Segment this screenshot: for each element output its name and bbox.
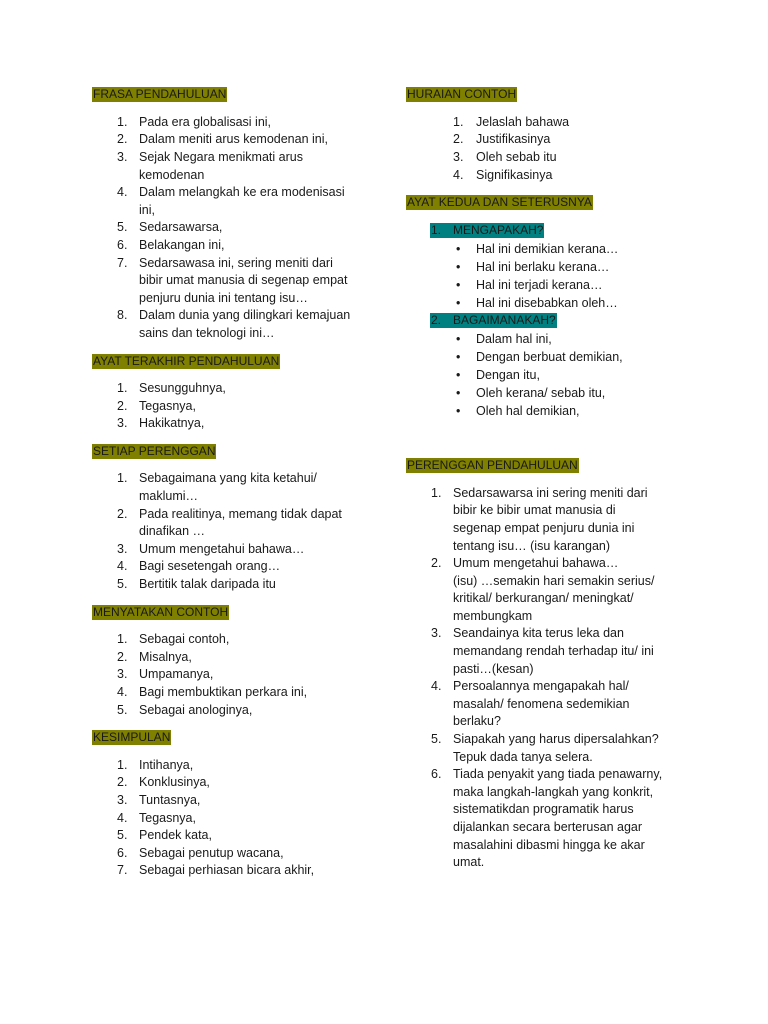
list-item-line	[92, 845, 392, 863]
list-item-line	[92, 774, 392, 792]
subsection-number: 1.	[431, 223, 442, 238]
list-item-line	[92, 219, 392, 237]
list-item-number: 3.	[117, 541, 128, 556]
list-item	[92, 827, 392, 845]
section-heading	[92, 353, 392, 371]
list-item-line	[406, 520, 736, 538]
list-item-text: Tepuk dada tanya selera.	[453, 749, 593, 764]
list-item-text: Belakangan ini,	[139, 237, 225, 252]
bullet-marker: •	[456, 403, 461, 418]
list-item	[92, 792, 392, 810]
right-column	[406, 86, 736, 882]
list-item-text: Umum mengetahui bahawa…	[453, 556, 619, 571]
list-item	[92, 862, 392, 880]
list-item-line	[92, 523, 392, 541]
section-heading-text: KESIMPULAN	[93, 730, 171, 745]
list-item	[92, 506, 392, 541]
list-item-number: 1.	[117, 471, 128, 486]
section-huraian-contoh	[406, 86, 736, 184]
list-item-text: Sesungguhnya,	[139, 381, 226, 396]
list-item-text: Seandainya kita terus leka dan	[453, 626, 624, 641]
bullet-marker: •	[456, 385, 461, 400]
list-item-number: 4.	[453, 167, 464, 182]
section-heading-text: AYAT KEDUA DAN SETERUSNYA	[407, 195, 592, 210]
list-item	[406, 555, 736, 625]
list-item-text: Dengan berbuat demikian,	[476, 349, 623, 364]
list-item-text: (isu) …semakin hari semakin serius/	[453, 573, 655, 588]
list-item-text: Hal ini terjadi kerana…	[476, 277, 603, 292]
list-item-text: Jelaslah bahawa	[476, 114, 570, 129]
list-item-line	[92, 398, 392, 416]
section-setiap-perenggan	[92, 443, 392, 594]
list-item-text: Dengan itu,	[476, 367, 540, 382]
list-item-text: segenap empat penjuru dunia ini	[453, 520, 635, 535]
list-item-number: 1.	[117, 114, 128, 129]
numbered-list	[92, 114, 392, 343]
list-item-number: 5.	[431, 732, 442, 747]
bullet-marker: •	[456, 295, 461, 310]
list-item-line	[406, 276, 736, 294]
bullet-item	[406, 366, 736, 384]
list-item-line	[406, 749, 736, 767]
list-item-text: Pendek kata,	[139, 828, 212, 843]
subsection-highlight	[430, 223, 544, 238]
list-item-text: berlaku?	[453, 714, 501, 729]
section-heading	[406, 457, 736, 475]
list-item	[406, 625, 736, 678]
list-item-text: Tuntasnya,	[139, 792, 201, 807]
list-item-line	[406, 819, 736, 837]
list-item-text: Tegasnya,	[139, 810, 196, 825]
list-item-text: Oleh kerana/ sebab itu,	[476, 385, 606, 400]
list-item-text: masalah/ fenomena sedemikian	[453, 696, 630, 711]
list-item-number: 2.	[117, 398, 128, 413]
list-item-line	[406, 538, 736, 556]
list-item-line	[406, 590, 736, 608]
list-item-text: maka langkah-langkah yang konkrit,	[453, 784, 654, 799]
list-item	[92, 684, 392, 702]
list-item-line	[92, 631, 392, 649]
bullet-item	[406, 348, 736, 366]
list-item	[92, 845, 392, 863]
list-item-text: Bagi sesetengah orang…	[139, 559, 281, 574]
list-item-text: Dalam meniti arus kemodenan ini,	[139, 132, 328, 147]
list-item-text: Bertitik talak daripada itu	[139, 577, 276, 592]
section-heading-text: AYAT TERAKHIR PENDAHULUAN	[93, 353, 280, 368]
list-item-line	[406, 402, 736, 420]
list-item-text: Hal ini disebabkan oleh…	[476, 295, 618, 310]
list-item-number: 2.	[453, 132, 464, 147]
section-perenggan-pendahuluan	[406, 457, 736, 872]
bullet-list	[406, 222, 736, 420]
list-item-text: dijalankan secara berterusan agar	[453, 820, 643, 835]
list-item	[406, 167, 736, 185]
section-heading-text: FRASA PENDAHULUAN	[93, 87, 227, 102]
list-item-text: Sebagai perhiasan bicara akhir,	[139, 863, 315, 878]
list-item-line	[92, 184, 392, 202]
list-item-text: Sebagai contoh,	[139, 632, 230, 647]
list-item-text: sistematikdan programatik harus	[453, 802, 634, 817]
list-item-line	[406, 366, 736, 384]
list-item-text: Oleh sebab itu	[476, 149, 557, 164]
list-item-text: Pada era globalisasi ini,	[139, 114, 272, 129]
list-item-line	[92, 290, 392, 308]
list-item-number: 1.	[431, 485, 442, 500]
list-item-line	[92, 488, 392, 506]
section-ayat-kedua-dan-seterusnya	[406, 194, 736, 420]
list-item-text: umat.	[453, 855, 485, 870]
list-item-line	[92, 541, 392, 559]
list-item	[92, 576, 392, 594]
list-item-number: 7.	[117, 255, 128, 270]
list-item-number: 5.	[117, 828, 128, 843]
bullet-item	[406, 258, 736, 276]
list-item-text: Konklusinya,	[139, 775, 210, 790]
list-item-line	[406, 555, 736, 573]
list-item-line	[406, 678, 736, 696]
list-item-line	[406, 485, 736, 503]
list-item	[406, 149, 736, 167]
list-item-line	[406, 766, 736, 784]
list-item	[92, 149, 392, 184]
list-item-line	[406, 608, 736, 626]
list-item-number: 1.	[117, 757, 128, 772]
section-heading-text: HURAIAN CONTOH	[407, 87, 517, 102]
list-item	[92, 757, 392, 775]
list-item	[92, 131, 392, 149]
list-item-line	[92, 862, 392, 880]
list-item-text: Oleh hal demikian,	[476, 403, 580, 418]
list-item-text: maklumi…	[139, 489, 199, 504]
list-item-text: membungkam	[453, 608, 533, 623]
list-item-line	[92, 380, 392, 398]
numbered-list	[406, 485, 736, 872]
list-item-text: Persoalannya mengapakah hal/	[453, 679, 629, 694]
list-item-line	[406, 258, 736, 276]
bullet-marker: •	[456, 349, 461, 364]
numbered-list	[92, 631, 392, 719]
list-item-number: 3.	[453, 149, 464, 164]
list-item-line	[406, 149, 736, 167]
bullet-item	[406, 276, 736, 294]
list-item-number: 3.	[117, 667, 128, 682]
list-item-line	[92, 649, 392, 667]
list-item-text: Bagi membuktikan perkara ini,	[139, 685, 308, 699]
list-item-line	[406, 784, 736, 802]
list-item-text: Signifikasinya	[476, 167, 553, 182]
list-item	[92, 666, 392, 684]
list-item-number: 6.	[117, 845, 128, 860]
list-item-line	[92, 576, 392, 594]
list-item-number: 3.	[431, 626, 442, 641]
list-item-line	[92, 307, 392, 325]
list-item	[406, 678, 736, 731]
bullet-item	[406, 240, 736, 258]
list-item-line	[92, 237, 392, 255]
list-item-text: Sebagai penutup wacana,	[139, 845, 284, 860]
list-item-text: tentang isu… (isu karangan)	[453, 538, 611, 553]
subsection-number: 2.	[431, 313, 442, 328]
list-item	[92, 774, 392, 792]
section-heading	[92, 443, 392, 461]
numbered-list	[92, 470, 392, 593]
list-item-number: 3.	[117, 416, 128, 431]
list-item-text: Sebagaimana yang kita ketahui/	[139, 471, 317, 486]
left-column	[92, 86, 392, 890]
list-item-line	[92, 757, 392, 775]
list-item-text: penjuru dunia ini tentang isu…	[139, 290, 308, 305]
list-item-text: ini,	[139, 202, 155, 217]
list-item-text: pasti…(kesan)	[453, 661, 534, 676]
list-item	[92, 307, 392, 342]
list-item-line	[406, 573, 736, 591]
list-item-text: Hal ini berlaku kerana…	[476, 259, 610, 274]
list-item-number: 4.	[117, 685, 128, 699]
list-item-text: Dalam hal ini,	[476, 331, 552, 346]
section-heading	[406, 86, 736, 104]
list-item-text: Sedarsawarsa,	[139, 220, 223, 235]
list-item-number: 5.	[117, 577, 128, 592]
section-heading-text: MENYATAKAN CONTOH	[93, 604, 229, 619]
numbered-list	[92, 380, 392, 433]
list-item-line	[92, 792, 392, 810]
section-frasa-pendahuluan	[92, 86, 392, 342]
list-item-line	[92, 666, 392, 684]
list-item-number: 3.	[117, 149, 128, 164]
list-item-text: Dalam dunia yang dilingkari kemajuan	[139, 308, 351, 323]
list-item-line	[406, 837, 736, 855]
list-item-line	[92, 415, 392, 433]
list-item-line	[406, 348, 736, 366]
list-item	[406, 131, 736, 149]
list-item-text: dinafikan …	[139, 524, 206, 539]
list-item	[92, 810, 392, 828]
list-item-line	[406, 167, 736, 185]
subsection-heading	[406, 222, 736, 240]
list-item	[92, 702, 392, 720]
list-item-text: sains dan teknologi ini…	[139, 325, 275, 340]
section-heading	[92, 86, 392, 104]
list-item	[92, 415, 392, 433]
list-item-number: 4.	[117, 559, 128, 574]
list-item-line	[92, 114, 392, 132]
list-item-number: 2.	[117, 649, 128, 664]
subsection-label: BAGAIMANAKAH?	[453, 313, 556, 328]
list-item	[92, 470, 392, 505]
list-item-line	[92, 702, 392, 720]
bullet-marker: •	[456, 241, 461, 256]
list-item-text: Intihanya,	[139, 757, 194, 772]
list-item	[92, 558, 392, 576]
list-item-text: Umum mengetahui bahawa…	[139, 541, 305, 556]
list-item-text: Pada realitinya, memang tidak dapat	[139, 506, 342, 521]
list-item-text: Misalnya,	[139, 649, 192, 664]
list-item-line	[92, 558, 392, 576]
list-item-text: Hakikatnya,	[139, 416, 205, 431]
list-item-line	[92, 149, 392, 167]
section-ayat-terakhir-pendahuluan	[92, 353, 392, 433]
section-menyatakan-contoh	[92, 604, 392, 720]
list-item-line	[92, 506, 392, 524]
list-item-text: Sejak Negara menikmati arus	[139, 149, 303, 164]
bullet-marker: •	[456, 277, 461, 292]
list-item	[92, 398, 392, 416]
list-item-text: Siapakah yang harus dipersalahkan?	[453, 732, 659, 747]
list-item-line	[406, 114, 736, 132]
list-item-text: Dalam melangkah ke era modenisasi	[139, 185, 345, 200]
section-heading	[406, 194, 736, 212]
list-item-number: 1.	[117, 632, 128, 647]
list-item	[92, 649, 392, 667]
list-item-line	[92, 470, 392, 488]
bullet-item	[406, 294, 736, 312]
list-item	[92, 631, 392, 649]
subsection-label: MENGAPAKAH?	[453, 223, 544, 238]
list-item	[406, 731, 736, 766]
subsection-heading	[406, 312, 736, 330]
list-item-number: 4.	[117, 810, 128, 825]
list-item-line	[406, 330, 736, 348]
list-item-text: Umpamanya,	[139, 667, 214, 682]
numbered-list	[92, 757, 392, 880]
list-item-line	[406, 502, 736, 520]
list-item-text: Tegasnya,	[139, 398, 196, 413]
list-item-number: 8.	[117, 308, 128, 323]
list-item-line	[406, 131, 736, 149]
section-heading-text: PERENGGAN PENDAHULUAN	[407, 458, 578, 473]
list-item-line	[92, 827, 392, 845]
section-kesimpulan	[92, 729, 392, 880]
list-item-line	[406, 384, 736, 402]
list-item-number: 2.	[117, 506, 128, 521]
list-item-line	[92, 202, 392, 220]
list-item-number: 6.	[117, 237, 128, 252]
section-heading	[92, 729, 392, 747]
list-item-number: 6.	[431, 767, 442, 782]
section-heading-text: SETIAP PERENGGAN	[93, 444, 216, 459]
bullet-marker: •	[456, 367, 461, 382]
list-item-line	[406, 713, 736, 731]
list-item-line	[406, 731, 736, 749]
list-item	[92, 219, 392, 237]
numbered-list	[406, 114, 736, 184]
list-item-number: 2.	[117, 132, 128, 147]
list-item-number: 2.	[117, 775, 128, 790]
list-item	[92, 184, 392, 219]
list-item-line	[406, 661, 736, 679]
list-item	[92, 541, 392, 559]
list-item	[92, 255, 392, 308]
list-item-line	[92, 131, 392, 149]
list-item-line	[92, 272, 392, 290]
list-item-number: 5.	[117, 220, 128, 235]
list-item-text: Sebagai anologinya,	[139, 702, 253, 717]
list-item-line	[406, 643, 736, 661]
list-item-text: kritikal/ berkurangan/ meningkat/	[453, 591, 634, 606]
list-item-text: bibir ke bibir umat manusia di	[453, 503, 616, 518]
list-item-number: 2.	[431, 556, 442, 571]
list-item	[92, 237, 392, 255]
list-item-number: 7.	[117, 863, 128, 878]
list-item-line	[92, 167, 392, 185]
list-item-number: 1.	[117, 381, 128, 396]
list-item-line	[406, 801, 736, 819]
list-item	[406, 485, 736, 555]
list-item-text: kemodenan	[139, 167, 205, 182]
list-item-text: memandang rendah terhadap itu/ ini	[453, 644, 654, 659]
bullet-item	[406, 330, 736, 348]
list-item-text: bibir umat manusia di segenap empat	[139, 273, 348, 288]
list-item-line	[406, 854, 736, 872]
list-item-number: 3.	[117, 792, 128, 807]
list-item-text: masalahini dibasmi hingga ke akar	[453, 837, 645, 852]
list-item-text: Sedarsawarsa ini sering meniti dari	[453, 485, 648, 500]
list-item-number: 4.	[431, 679, 442, 694]
bullet-marker: •	[456, 259, 461, 274]
list-item-line	[406, 696, 736, 714]
list-item-text: Sedarsawasa ini, sering meniti dari	[139, 255, 333, 270]
list-item	[406, 766, 736, 872]
list-item	[406, 114, 736, 132]
list-item-line	[92, 810, 392, 828]
subsection-highlight	[430, 313, 557, 328]
list-item-line	[92, 684, 392, 702]
bullet-item	[406, 384, 736, 402]
section-heading	[92, 604, 392, 622]
list-item-text: Justifikasinya	[476, 132, 551, 147]
list-item-line	[406, 625, 736, 643]
list-item-line	[406, 294, 736, 312]
list-item-number: 5.	[117, 702, 128, 717]
bullet-marker: •	[456, 331, 461, 346]
list-item-line	[406, 240, 736, 258]
bullet-item	[406, 402, 736, 420]
list-item-number: 1.	[453, 114, 464, 129]
list-item-text: Tiada penyakit yang tiada penawarny,	[453, 767, 663, 782]
list-item-line	[92, 255, 392, 273]
list-item-number: 4.	[117, 185, 128, 200]
list-item	[92, 114, 392, 132]
list-item-text: Hal ini demikian kerana…	[476, 241, 619, 256]
list-item	[92, 380, 392, 398]
list-item-line	[92, 325, 392, 343]
